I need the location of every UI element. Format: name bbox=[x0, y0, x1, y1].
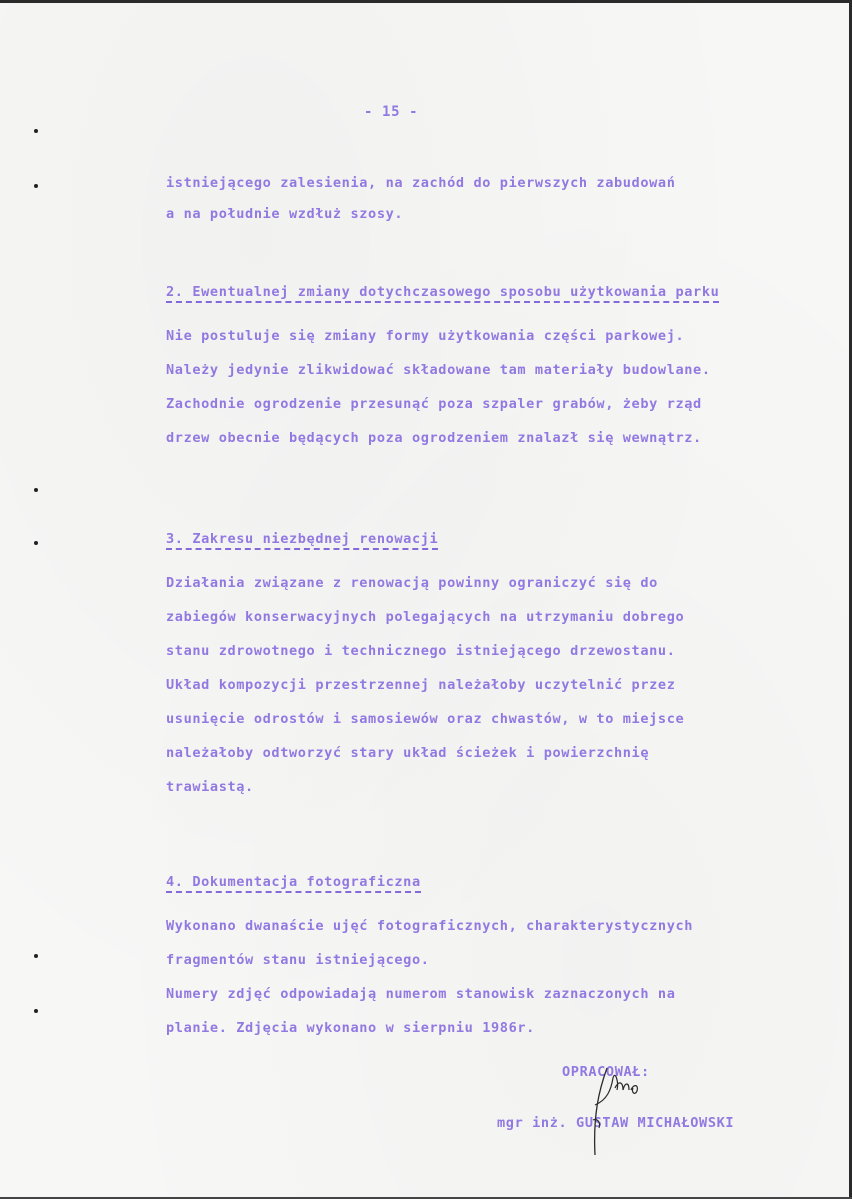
section-3-line: Działania związane z renowacją powinny ograniczyć się do bbox=[166, 575, 658, 591]
author-name: mgr inż. GUSTAW MICHAŁOWSKI bbox=[497, 1115, 735, 1131]
binder-mark bbox=[34, 954, 38, 958]
section-3-line: stanu zdrowotnego i technicznego istniejącego drzewostanu. bbox=[166, 643, 676, 659]
section-3-line: Układ kompozycji przestrzennej należałoby uczytelnić przez bbox=[166, 677, 676, 693]
section-3-line: usunięcie odrostów i samosiewów oraz chwastów, w to miejsce bbox=[166, 711, 685, 727]
section-2-line: drzew obecnie będących poza ogrodzeniem znalazł się wewnątrz. bbox=[166, 430, 702, 446]
binder-mark bbox=[34, 129, 38, 133]
handwritten-signature bbox=[585, 1060, 665, 1160]
section-4-line: planie. Zdjęcia wykonano w sierpniu 1986r. bbox=[166, 1020, 535, 1036]
binder-mark bbox=[34, 184, 38, 188]
binder-mark bbox=[34, 1009, 38, 1013]
intro-line-1: istniejącego zalesienia, na zachód do pierwszych zabudowań bbox=[166, 175, 676, 191]
section-4-heading: 4. Dokumentacja fotograficzna bbox=[166, 874, 421, 893]
page-number: - 15 - bbox=[364, 104, 419, 120]
section-3-heading: 3. Zakresu niezbędnej renowacji bbox=[166, 531, 438, 550]
section-2-line: Zachodnie ogrodzenie przesunąć poza szpaler grabów, żeby rząd bbox=[166, 396, 702, 412]
intro-line-2: a na południe wzdłuż szosy. bbox=[166, 206, 404, 222]
section-3-line: należałoby odtworzyć stary układ ścieżek i powierzchnię bbox=[166, 745, 650, 761]
prepared-by-label: OPRACOWAŁ: bbox=[562, 1064, 650, 1080]
section-2-line: Nie postuluje się zmiany formy użytkowania części parkowej. bbox=[166, 328, 685, 344]
binder-mark bbox=[34, 541, 38, 545]
section-4-line: fragmentów stanu istniejącego. bbox=[166, 952, 430, 968]
section-2-heading: 2. Ewentualnej zmiany dotychczasowego sposobu użytkowania parku bbox=[166, 284, 719, 303]
section-4-line: Wykonano dwanaście ujęć fotograficznych, charakterystycznych bbox=[166, 918, 694, 934]
section-3-line: zabiegów konserwacyjnych polegających na utrzymaniu dobrego bbox=[166, 609, 685, 625]
binder-mark bbox=[34, 488, 38, 492]
section-3-line: trawiastą. bbox=[166, 779, 254, 795]
scan-edge-top bbox=[0, 0, 852, 3]
section-2-line: Należy jedynie zlikwidować składowane tam materiały budowlane. bbox=[166, 362, 711, 378]
section-4-line: Numery zdjęć odpowiadają numerom stanowisk zaznaczonych na bbox=[166, 986, 676, 1002]
